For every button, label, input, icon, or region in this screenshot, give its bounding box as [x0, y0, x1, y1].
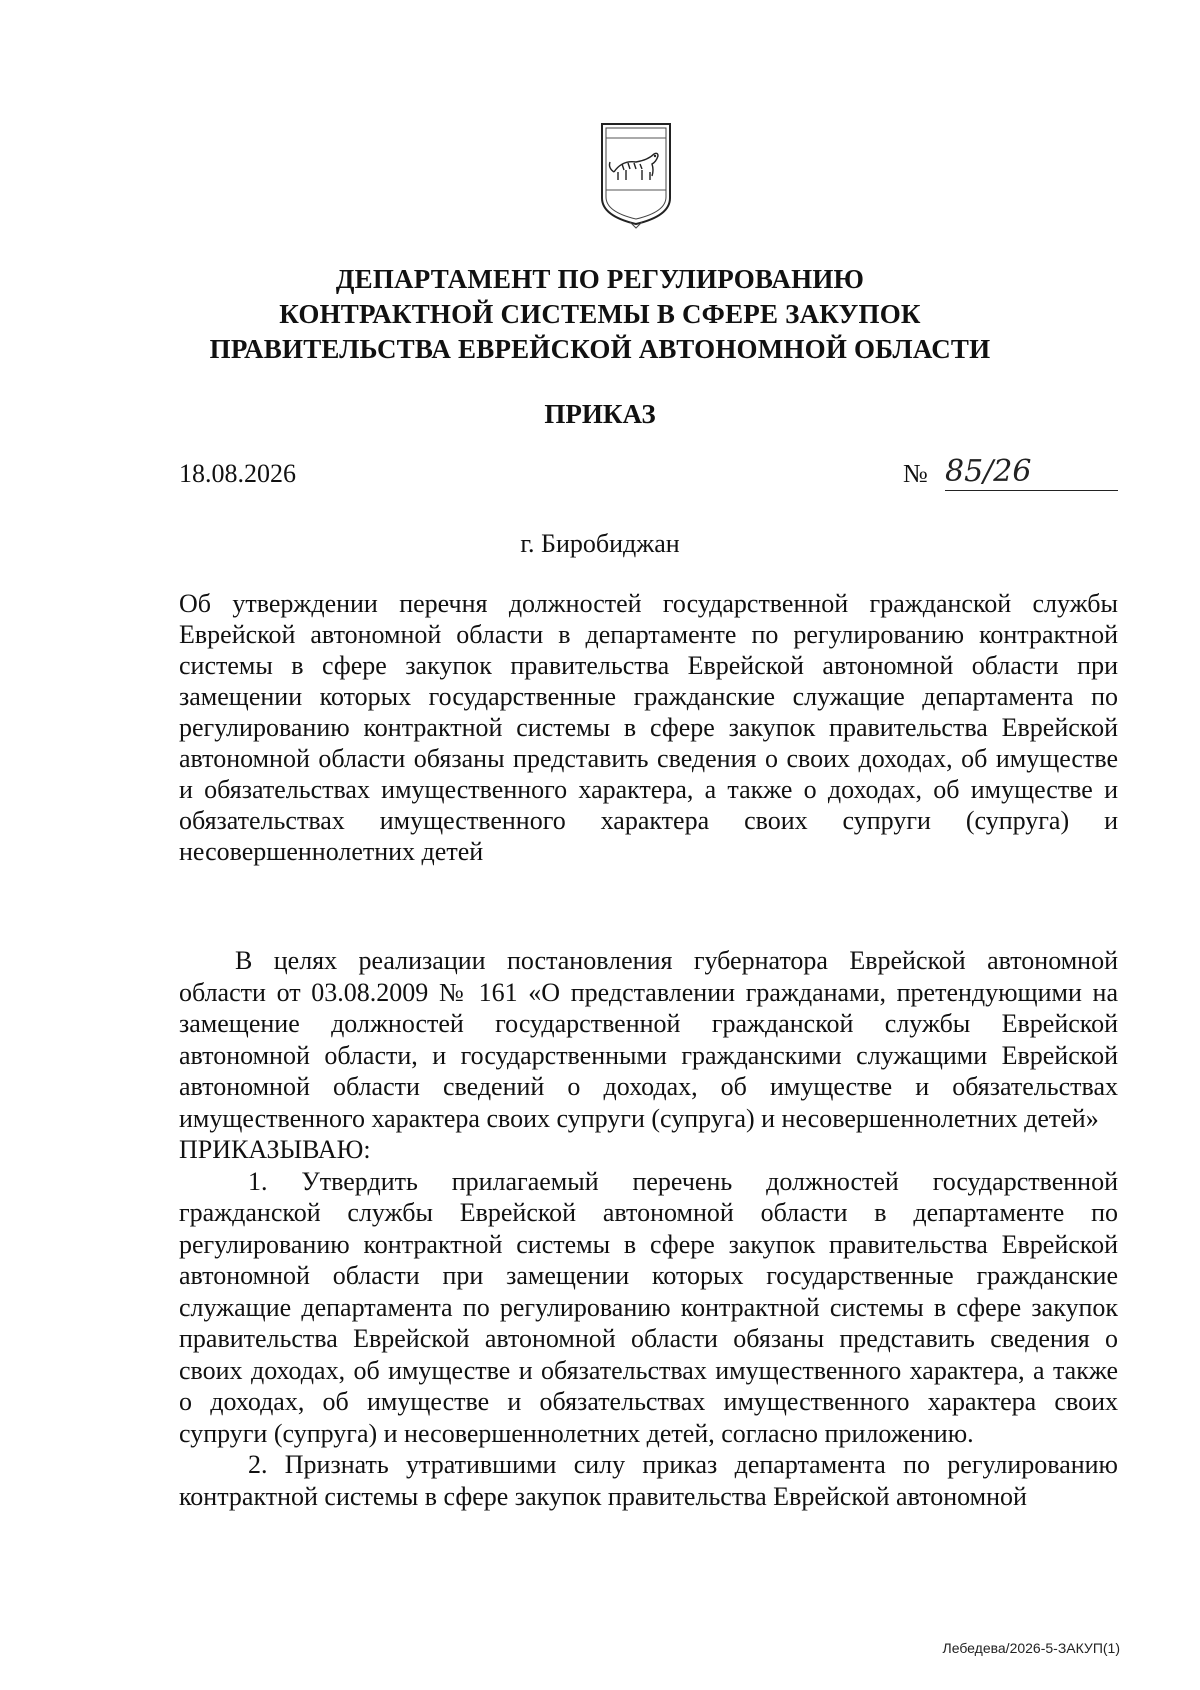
number-underline	[945, 490, 1118, 491]
department-name	[0, 262, 1200, 367]
document-type-title: ПРИКАЗ	[544, 399, 656, 429]
document-number	[903, 455, 1118, 495]
number-sign: №	[903, 459, 928, 488]
preamble-paragraph: В целях реализации постановления губернатора Еврейской автономной области от 03.08.2009 № 161 «О представлении гражданами, претендующими на замещение должностей государственной гражданской службы Еврейской автономной области, и государственными гражданскими служащими Еврейской автономной области сведений о доходах, об имуществе и обязательствах имущественного характера своих супруги (супруга) и несовершеннолетних детей»	[179, 946, 1118, 1133]
order-word: ПРИКАЗЫВАЮ:	[179, 1135, 371, 1164]
handwritten-number: 85/26	[945, 454, 1032, 489]
document-date: 18.08.2026	[179, 459, 296, 488]
department-name-line-1: ДЕПАРТАМЕНТ ПО РЕГУЛИРОВАНИЮ	[335, 264, 865, 294]
order-body	[179, 945, 1118, 1512]
footer-reference: Лебедева/2026-5-ЗАКУП(1)	[942, 1640, 1120, 1656]
order-subject: Об утверждении перечня должностей государственной гражданской службы Еврейской автономной области в департаменте по регулированию контрактной системы в сфере закупок правительства Еврейской автономной области при замещении которых государственные гражданские служащие департамента по регулированию контрактной системы в сфере закупок правительства Еврейской автономной области обязаны представить сведения о своих доходах, об имуществе и обязательствах имущественного характера, а также о доходах, об имуществе и обязательствах имущественного характера своих супруги (супруга) и несовершеннолетних детей	[179, 589, 1118, 866]
department-name-line-3: ПРАВИТЕЛЬСТВА ЕВРЕЙСКОЙ АВТОНОМНОЙ ОБЛАСТИ	[209, 334, 991, 364]
order-item-2: 2. Признать утратившими силу приказ департамента по регулированию контрактной системы в сфере закупок правительства Еврейской автономной	[179, 1450, 1118, 1511]
order-item-1: 1. Утвердить прилагаемый перечень должностей государственной гражданской службы Еврейской автономной области в департаменте по регулированию контрактной системы в сфере закупок правительства Еврейской автономной области при замещении которых государственные гражданские служащие департамента по регулированию контрактной системы в сфере закупок правительства Еврейской автономной области обязаны представить сведения о своих доходах, об имуществе и обязательствах имущественного характера, а также о доходах, об имуществе и обязательствах имущественного характера своих супруги (супруга) и несовершеннолетних детей, согласно приложению.	[179, 1166, 1118, 1448]
department-name-line-2: КОНТРАКТНОЙ СИСТЕМЫ В СФЕРЕ ЗАКУПОК	[279, 299, 921, 329]
coat-of-arms-icon	[596, 118, 676, 230]
city-name: г. Биробиджан	[520, 529, 680, 558]
